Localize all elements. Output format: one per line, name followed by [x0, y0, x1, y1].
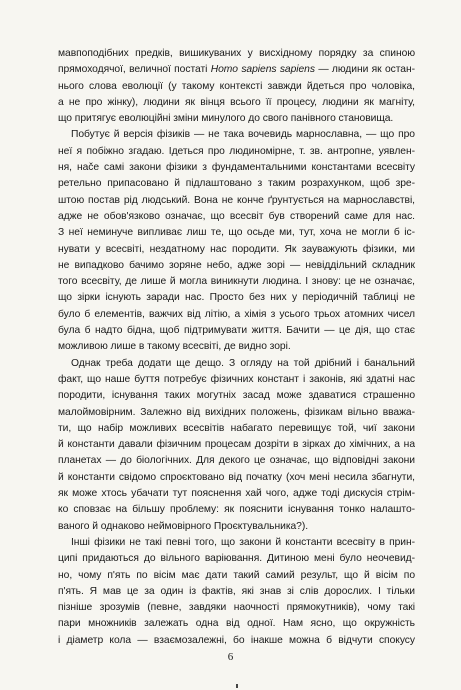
- text-line: нувати у всесвіті, нездатному нас породити. Як зауважують фізики, ми: [58, 243, 415, 255]
- text-line: планетах — до біологічних. Для декого це означає, що відповідні закони: [58, 455, 415, 467]
- text-line: ципі придаються до вільного варіювання. Дитиною мені було неочевид-: [58, 553, 415, 565]
- text-line: ретельно припасовано й підлаштовано з таким розрахунком, щоб зре-: [58, 178, 415, 190]
- text-line: ня, нače самі закони фізики з фундаментальними константами всесвіту: [58, 162, 415, 174]
- text-line: малоймовірним. Залежно від вихідних положень, фізикам вільно вважа-: [58, 406, 415, 418]
- text-line: можливою лише в такому всесвіті, де видно зорі.: [58, 341, 291, 353]
- text-line: ти, що набір можливих всесвітів набагато перевищує той, чиї закони: [58, 422, 415, 434]
- text-line: а не про жінку), людини як вінця всього її процесу, людини як магніту,: [58, 96, 415, 108]
- text-line: й константи свідомо спроєктовано від початку (хоч мені несила збагнути,: [58, 471, 415, 483]
- latin-term: Homo sapiens sapiens: [210, 64, 315, 76]
- text-line: нього слова еволюції (у такому контексті завжди йдеться про чоловіка,: [58, 80, 415, 92]
- text-line: пізніше зрозумів (певне, завдяки наочності прямокутників), чому такі: [58, 602, 415, 614]
- print-speck: [236, 684, 238, 688]
- text-line: ко сповзає на більшу проблему: як пояснити існування тонко налашто-: [58, 504, 415, 516]
- text-line: З неї неминуче випливає лиш те, що осьде ми, тут, хоча не могли б іс-: [58, 227, 415, 239]
- text-line: пари множників залежать одна від одної. Нам ясно, що окружність: [58, 618, 415, 630]
- text-line: факт, що наше буття потребує фізичних констант і законів, які здатні нас: [58, 373, 415, 385]
- text-line: Однак треба додати ще дещо. З огляду на той дрібний і банальний: [71, 357, 415, 369]
- text-line: прямоходячої, величної постаті Homo sapiens sapiens — людини як остан-: [58, 64, 415, 76]
- text-line: неї я побіжно згадаю. Ідеться про людиномірне, т. зв. антропне, уявлен-: [58, 145, 415, 157]
- text-line: була б надто бідна, щоб підтримувати життя. Бачити — це дія, що стає: [58, 325, 415, 337]
- text-line: Побутує й версія фізиків — не така вочевидь марнославна, — що про: [71, 129, 415, 141]
- text-line: Інші фізики не такі певні того, що закони й константи всесвіту в прин-: [71, 536, 415, 548]
- text-line: того всесвіту, де лише й могла виникнути людина. І знову: це не означає,: [58, 276, 415, 288]
- text-line: що притягує еволюційні зміни минулого до свого панівного становища.: [58, 113, 394, 125]
- text-line: було б елементів, важчих від літію, а хімія з усього трьох атомних чисел: [58, 308, 415, 320]
- body-text: [58, 46, 415, 649]
- text-line: но, чому п'ять по вісім має дати такий самий результ, що й вісім по: [58, 569, 415, 581]
- text-line: породити, існування таких могутніх засад може здаватися страшенно: [58, 390, 415, 402]
- text-line: п'ять. Я мав це за один із фактів, які знав зі слів дорослих. І тільки: [58, 585, 415, 597]
- text-line: ваного й однаково неймовірного Проєктувальника?).: [58, 520, 309, 532]
- page-number: 6: [227, 651, 234, 663]
- text-line: штою постав рід людський. Вона не конче ґрунтується на марнославстві,: [58, 194, 415, 206]
- text-line: адже не обов'язково означає, що всесвіт був створений саме для нас.: [58, 210, 415, 222]
- text-line: як може хтось убачати тут пояснення хай чого, адже тоді дискусія стрім-: [58, 488, 415, 500]
- text-line: мавпоподібних предків, вишикуваних у висхідному порядку за спиною: [58, 48, 415, 59]
- text-line: й константи давали фізичним процесам дозріти в зірках до хімічних, а на: [58, 439, 415, 451]
- text-line: і діаметр кола — взаємозалежні, бо інакше можна б відчути спокусу: [58, 634, 415, 646]
- text-line: не випадково бачимо зоряне небо, адже зорі — невіддільний складник: [58, 259, 415, 271]
- text-line: що зірки існують заради нас. Просто без них у періодичній таблиці не: [58, 292, 415, 304]
